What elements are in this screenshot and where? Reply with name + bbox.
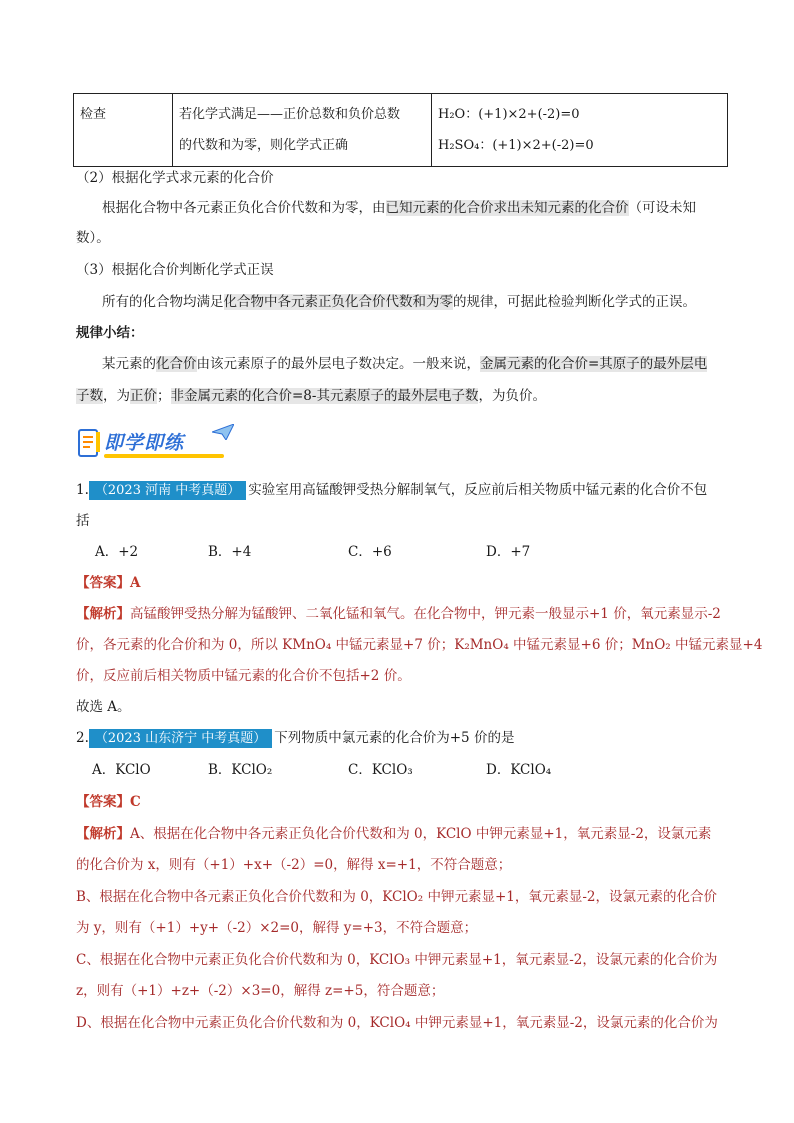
- q2-option-d: D．KClO₄: [486, 762, 552, 778]
- q2-analysis-b-line1: B、根据在化合物中各元素正负化合价代数和为 0，KClO₂ 中钾元素显+1，氧元素显-2，设氯元素的化合价: [76, 889, 717, 905]
- highlight-run: 子数: [76, 388, 103, 404]
- text-run: 某元素的: [102, 356, 156, 372]
- section2-body-line1: [102, 198, 696, 218]
- table-cell-example: [432, 94, 728, 167]
- section2-heading: （2）根据化学式求元素的化合价: [76, 170, 274, 186]
- analysis-text: A、根据在化合物中各元素正负化合价代数和为 0，KClO 中钾元素显+1，氧元素显-2，设氯元素: [130, 826, 712, 842]
- q2-option-a: A．KClO: [92, 762, 151, 778]
- highlight-run: 化合价: [156, 356, 197, 372]
- q1-option-a: A．+2: [95, 544, 139, 560]
- summary-title: 规律小结：: [76, 325, 144, 341]
- text-run: 的规律，可据此检验判断化学式的正误。: [453, 294, 696, 310]
- q1-answer: [76, 573, 140, 593]
- highlight-run: 已知元素的化合价求出未知元素的化合价: [385, 200, 629, 216]
- table-cell-label: [74, 94, 173, 167]
- answer-label: 【答案】: [76, 575, 130, 591]
- highlight-run: 化合物中各元素正负化合价代数和为零: [223, 294, 453, 310]
- q1-conclusion: 故选 A。: [76, 699, 131, 715]
- q1-option-b: B．+4: [208, 544, 252, 560]
- text-run: ，为负价。: [478, 388, 546, 404]
- text-run: 由该元素原子的最外层电子数决定。一般来说，: [196, 356, 480, 372]
- banner-underline: [104, 454, 224, 458]
- highlight-run: 金属元素的化合价=其原子的最外层电: [480, 356, 708, 372]
- question-number: 2.: [76, 730, 89, 746]
- q1-analysis-line3: 价，反应前后相关物质中锰元素的化合价不包括+2 价。: [76, 668, 411, 684]
- q2-analysis-c-line1: C、根据在化合物中元素正负化合价代数和为 0，KClO₃ 中钾元素显+1，氧元素显-2，设氯元素的化合价为: [76, 952, 718, 968]
- question-source-badge: （2023 河南 中考真题）: [89, 481, 246, 500]
- q2-analysis-c-line2: z，则有（+1）+z+（-2）×3=0，解得 z=+5，符合题意；: [76, 983, 445, 999]
- summary-line2: [76, 386, 546, 406]
- analysis-label: 【解析】: [76, 606, 130, 622]
- q1-option-c: C．+6: [348, 544, 392, 560]
- section3-heading: （3）根据化合价判断化学式正误: [76, 262, 274, 278]
- q2-analysis-a-line2: 的化合价为 x，则有（+1）+x+（-2）=0，解得 x=+1，不符合题意；: [76, 857, 512, 873]
- highlight-run: 非金属元素的化合价=8-其元素原子的最外层电子数: [170, 388, 479, 404]
- q1-option-d: D．+7: [486, 544, 531, 560]
- answer-value: C: [130, 794, 141, 810]
- section3-body: [102, 292, 696, 312]
- q1-stem-line2: 括: [76, 513, 90, 529]
- question-stem: 实验室用高锰酸钾受热分解制氧气，反应前后相关物质中锰元素的化合价不包: [248, 482, 708, 498]
- analysis-label: 【解析】: [76, 826, 130, 842]
- summary-line1: [102, 354, 707, 374]
- question-stem: 下列物质中氯元素的化合价为+5 价的是: [274, 730, 515, 746]
- q2-answer: [76, 792, 141, 812]
- text-run: （可设未知: [628, 200, 696, 216]
- answer-label: 【答案】: [76, 794, 130, 810]
- paper-plane-icon: [212, 424, 234, 440]
- rule-line-1: 若化学式满足——正价总数和负价总数: [179, 107, 401, 122]
- text-run: ；: [157, 388, 171, 404]
- table-row: [74, 94, 728, 167]
- text-run: 根据化合物中各元素正负化合价代数和为零，由: [102, 200, 386, 216]
- q1-stem-line1: [76, 480, 707, 500]
- check-label: 检查: [80, 107, 107, 122]
- highlight-run: 正价: [130, 388, 157, 404]
- question-source-badge: （2023 山东济宁 中考真题）: [89, 729, 272, 748]
- q2-analysis-b-line2: 为 y，则有（+1）+y+（-2）×2=0，解得 y=+3，不符合题意；: [76, 920, 478, 936]
- q1-analysis-line1: [76, 604, 721, 624]
- text-run: ，为: [103, 388, 130, 404]
- q2-analysis-d-line1: D、根据在化合物中元素正负化合价代数和为 0，KClO₄ 中钾元素显+1，氧元素显-2，设氯元素的化合价为: [76, 1015, 718, 1031]
- rule-line-2: 的代数和为零，则化学式正确: [179, 138, 349, 153]
- text-run: 所有的化合物均满足: [102, 294, 224, 310]
- q2-analysis-a-line1: [76, 824, 711, 844]
- q2-option-c: C．KClO₃: [348, 762, 413, 778]
- banner-title: 即学即练: [104, 432, 185, 454]
- table-cell-rule: [173, 94, 432, 167]
- question-number: 1.: [76, 482, 89, 498]
- example-line-1: H₂O：(+1)×2+(-2)=0: [438, 107, 580, 122]
- check-table: [73, 93, 728, 167]
- q2-option-b: B．KClO₂: [208, 762, 273, 778]
- example-line-2: H₂SO₄：(+1)×2+(-2)=0: [438, 138, 594, 153]
- q2-stem: [76, 728, 514, 748]
- notebook-icon: [76, 426, 102, 460]
- q1-analysis-line2: 价，各元素的化合价和为 0，所以 KMnO₄ 中锰元素显+7 价；K₂MnO₄ 中锰元素显+6 价；MnO₂ 中锰元素显+4: [76, 637, 763, 653]
- section2-body-line2: 数）。: [76, 230, 110, 246]
- practice-banner: [76, 424, 226, 462]
- analysis-text: 高锰酸钾受热分解为锰酸钾、二氧化锰和氧气。在化合物中，钾元素一般显示+1 价，氧元素显示-2: [130, 606, 721, 622]
- answer-value: A: [130, 575, 141, 591]
